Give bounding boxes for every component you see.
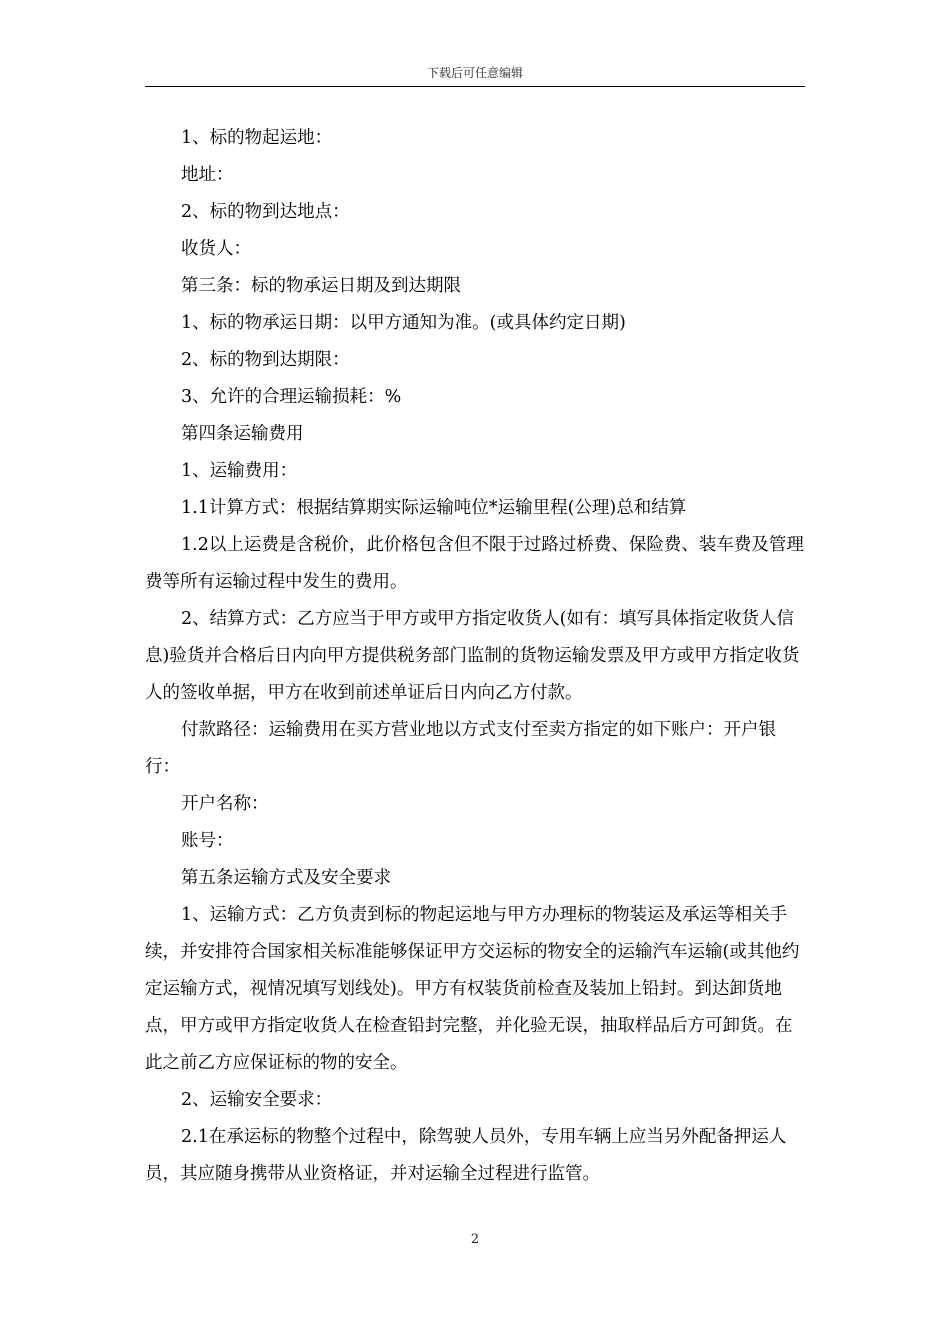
paragraph: 1、运输方式：乙方负责到标的物起运地与甲方办理标的物装运及承运等相关手续，并安排符合国家相关标准能够保证甲方交运标的物安全的运输汽车运输(或其他约定运输方式，视情况填写划线处)。甲方有权装货前检查及装加上铅封。到达卸货地点，甲方或甲方指定收货人在检查铅封完整，并化验无误，抽取样品后方可卸货。在此之前乙方应保证标的物的安全。 <box>145 905 800 1073</box>
page-number: 2 <box>470 1232 480 1247</box>
section-heading: 第五条运输方式及安全要求 <box>181 868 391 888</box>
section-heading: 第三条：标的物承运日期及到达期限 <box>181 276 461 296</box>
document-body <box>145 120 805 1193</box>
paragraph: 账号： <box>181 831 234 851</box>
paragraph: 1.2以上运费是含税价，此价格包含但不限于过路过桥费、保险费、装车费及管理费等所有运输过程中发生的费用。 <box>145 535 804 592</box>
paragraph: 1、标的物起运地： <box>181 128 333 148</box>
paragraph: 1.1计算方式：根据结算期实际运输吨位*运输里程(公理)总和结算 <box>181 498 687 518</box>
paragraph: 1、运输费用： <box>181 461 298 481</box>
paragraph: 2.1在承运标的物整个过程中，除驾驶人员外，专用车辆上应当另外配备押运人员，其应随身携带从业资格证，并对运输全过程进行监管。 <box>145 1127 787 1184</box>
paragraph: 收货人： <box>181 239 251 259</box>
paragraph: 地址： <box>181 165 234 185</box>
paragraph: 开户名称： <box>181 794 269 814</box>
paragraph: 付款路径：运输费用在买方营业地以方式支付至卖方指定的如下账户：开户银行： <box>145 720 776 777</box>
paragraph: 1、标的物承运日期：以甲方通知为准。(或具体约定日期) <box>181 313 626 333</box>
paragraph: 2、标的物到达期限： <box>181 350 350 370</box>
paragraph: 2、运输安全要求： <box>181 1090 333 1110</box>
section-heading: 第四条运输费用 <box>181 424 304 444</box>
paragraph: 2、结算方式：乙方应当于甲方或甲方指定收货人(如有：填写具体指定收货人信息)验货并合格后日内向甲方提供税务部门监制的货物运输发票及甲方或甲方指定收货人的签收单据，甲方在收到前述单证后日内向乙方付款。 <box>145 609 800 703</box>
paragraph: 3、允许的合理运输损耗：% <box>181 387 402 407</box>
page-header: 下载后可任意编辑 <box>426 66 523 80</box>
paragraph: 2、标的物到达地点： <box>181 202 350 222</box>
header-divider <box>145 86 805 87</box>
